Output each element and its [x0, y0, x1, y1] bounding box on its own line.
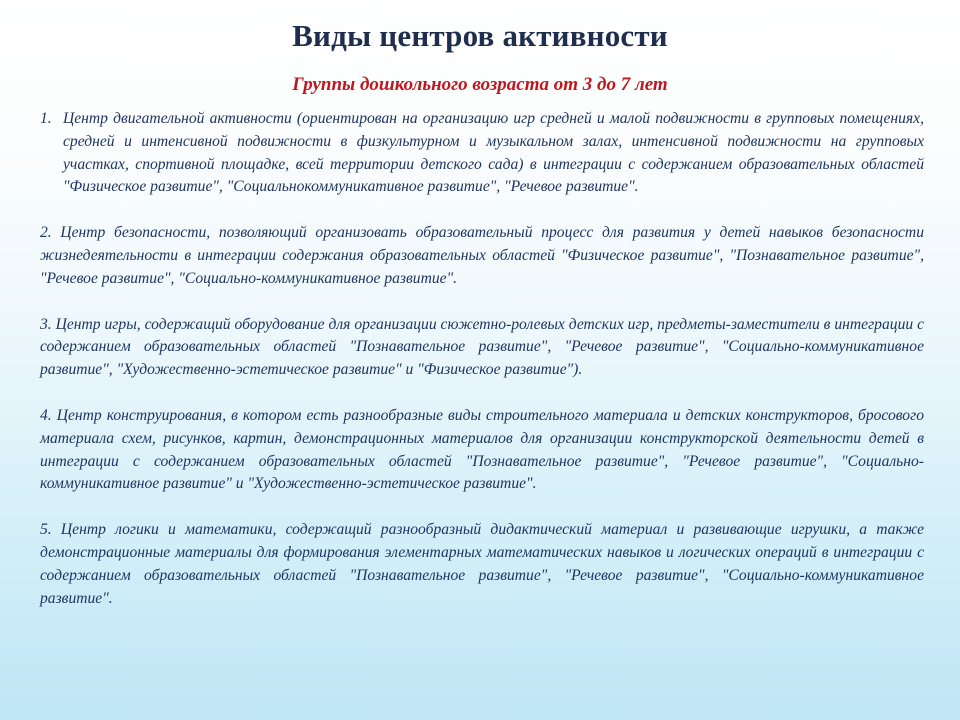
list-item-number: 1.	[40, 110, 52, 127]
slide-subtitle: Группы дошкольного возраста от 3 до 7 лет	[292, 74, 668, 95]
list-item-safety: 2. Центр безопасности, позволяющий организовать образовательный процесс для развития у детей навыков безопасности жизнедеятельности в интеграции содержания образовательных областей "Физическое развитие", "Познавательное развитие", "Речевое развитие", "Социально-коммуникативное развитие".	[40, 224, 924, 287]
list-item-logic-math: 5. Центр логики и математики, содержащий разнообразный дидактический материал и развивающие игрушки, а также демонстрационные материалы для формирования элементарных математических навыков и логических операций в интеграции с содержанием образовательных областей "Познавательное развитие", "Речевое развитие", "Социально-коммуникативное развитие".	[40, 521, 924, 607]
list-item-construction: 4. Центр конструирования, в котором есть разнообразные виды строительного материала и детских конструкторов, бросового материала схем, рисунков, картин, демонстрационных материалов для организации конструкторской деятельности детей в интеграции с содержанием образовательных областей "Познавательное развитие", "Речевое развитие", "Социально-коммуникативное развитие" и "Художественно-эстетическое развитие".	[40, 406, 924, 493]
slide-title: Виды центров активности	[292, 18, 668, 53]
list-item-play: 3. Центр игры, содержащий оборудование для организации сюжетно-ролевых детских игр, предметы-заместители в интеграции с содержанием образовательных областей "Познавательное развитие", "Речевое развитие", "Социально-коммуникативное развитие", "Художественно-эстетическое развитие" и "Физическое развитие").	[40, 315, 924, 379]
list-item-motor-activity	[40, 108, 924, 199]
list-item-text: Центр двигательной активности (ориентирован на организацию игр средней и малой подвижности в групповых помещениях, средней и интенсивной подвижности в физкультурном и музыкальном залах, интенсивной подвижности на групповых участках, спортивной площадке, всей территории детского сада) в интеграции с содержанием образовательных областей "Физическое развитие", "Социальнокоммуникативное развитие", "Речевое развитие".	[63, 110, 924, 196]
activity-centers-list	[40, 108, 924, 633]
